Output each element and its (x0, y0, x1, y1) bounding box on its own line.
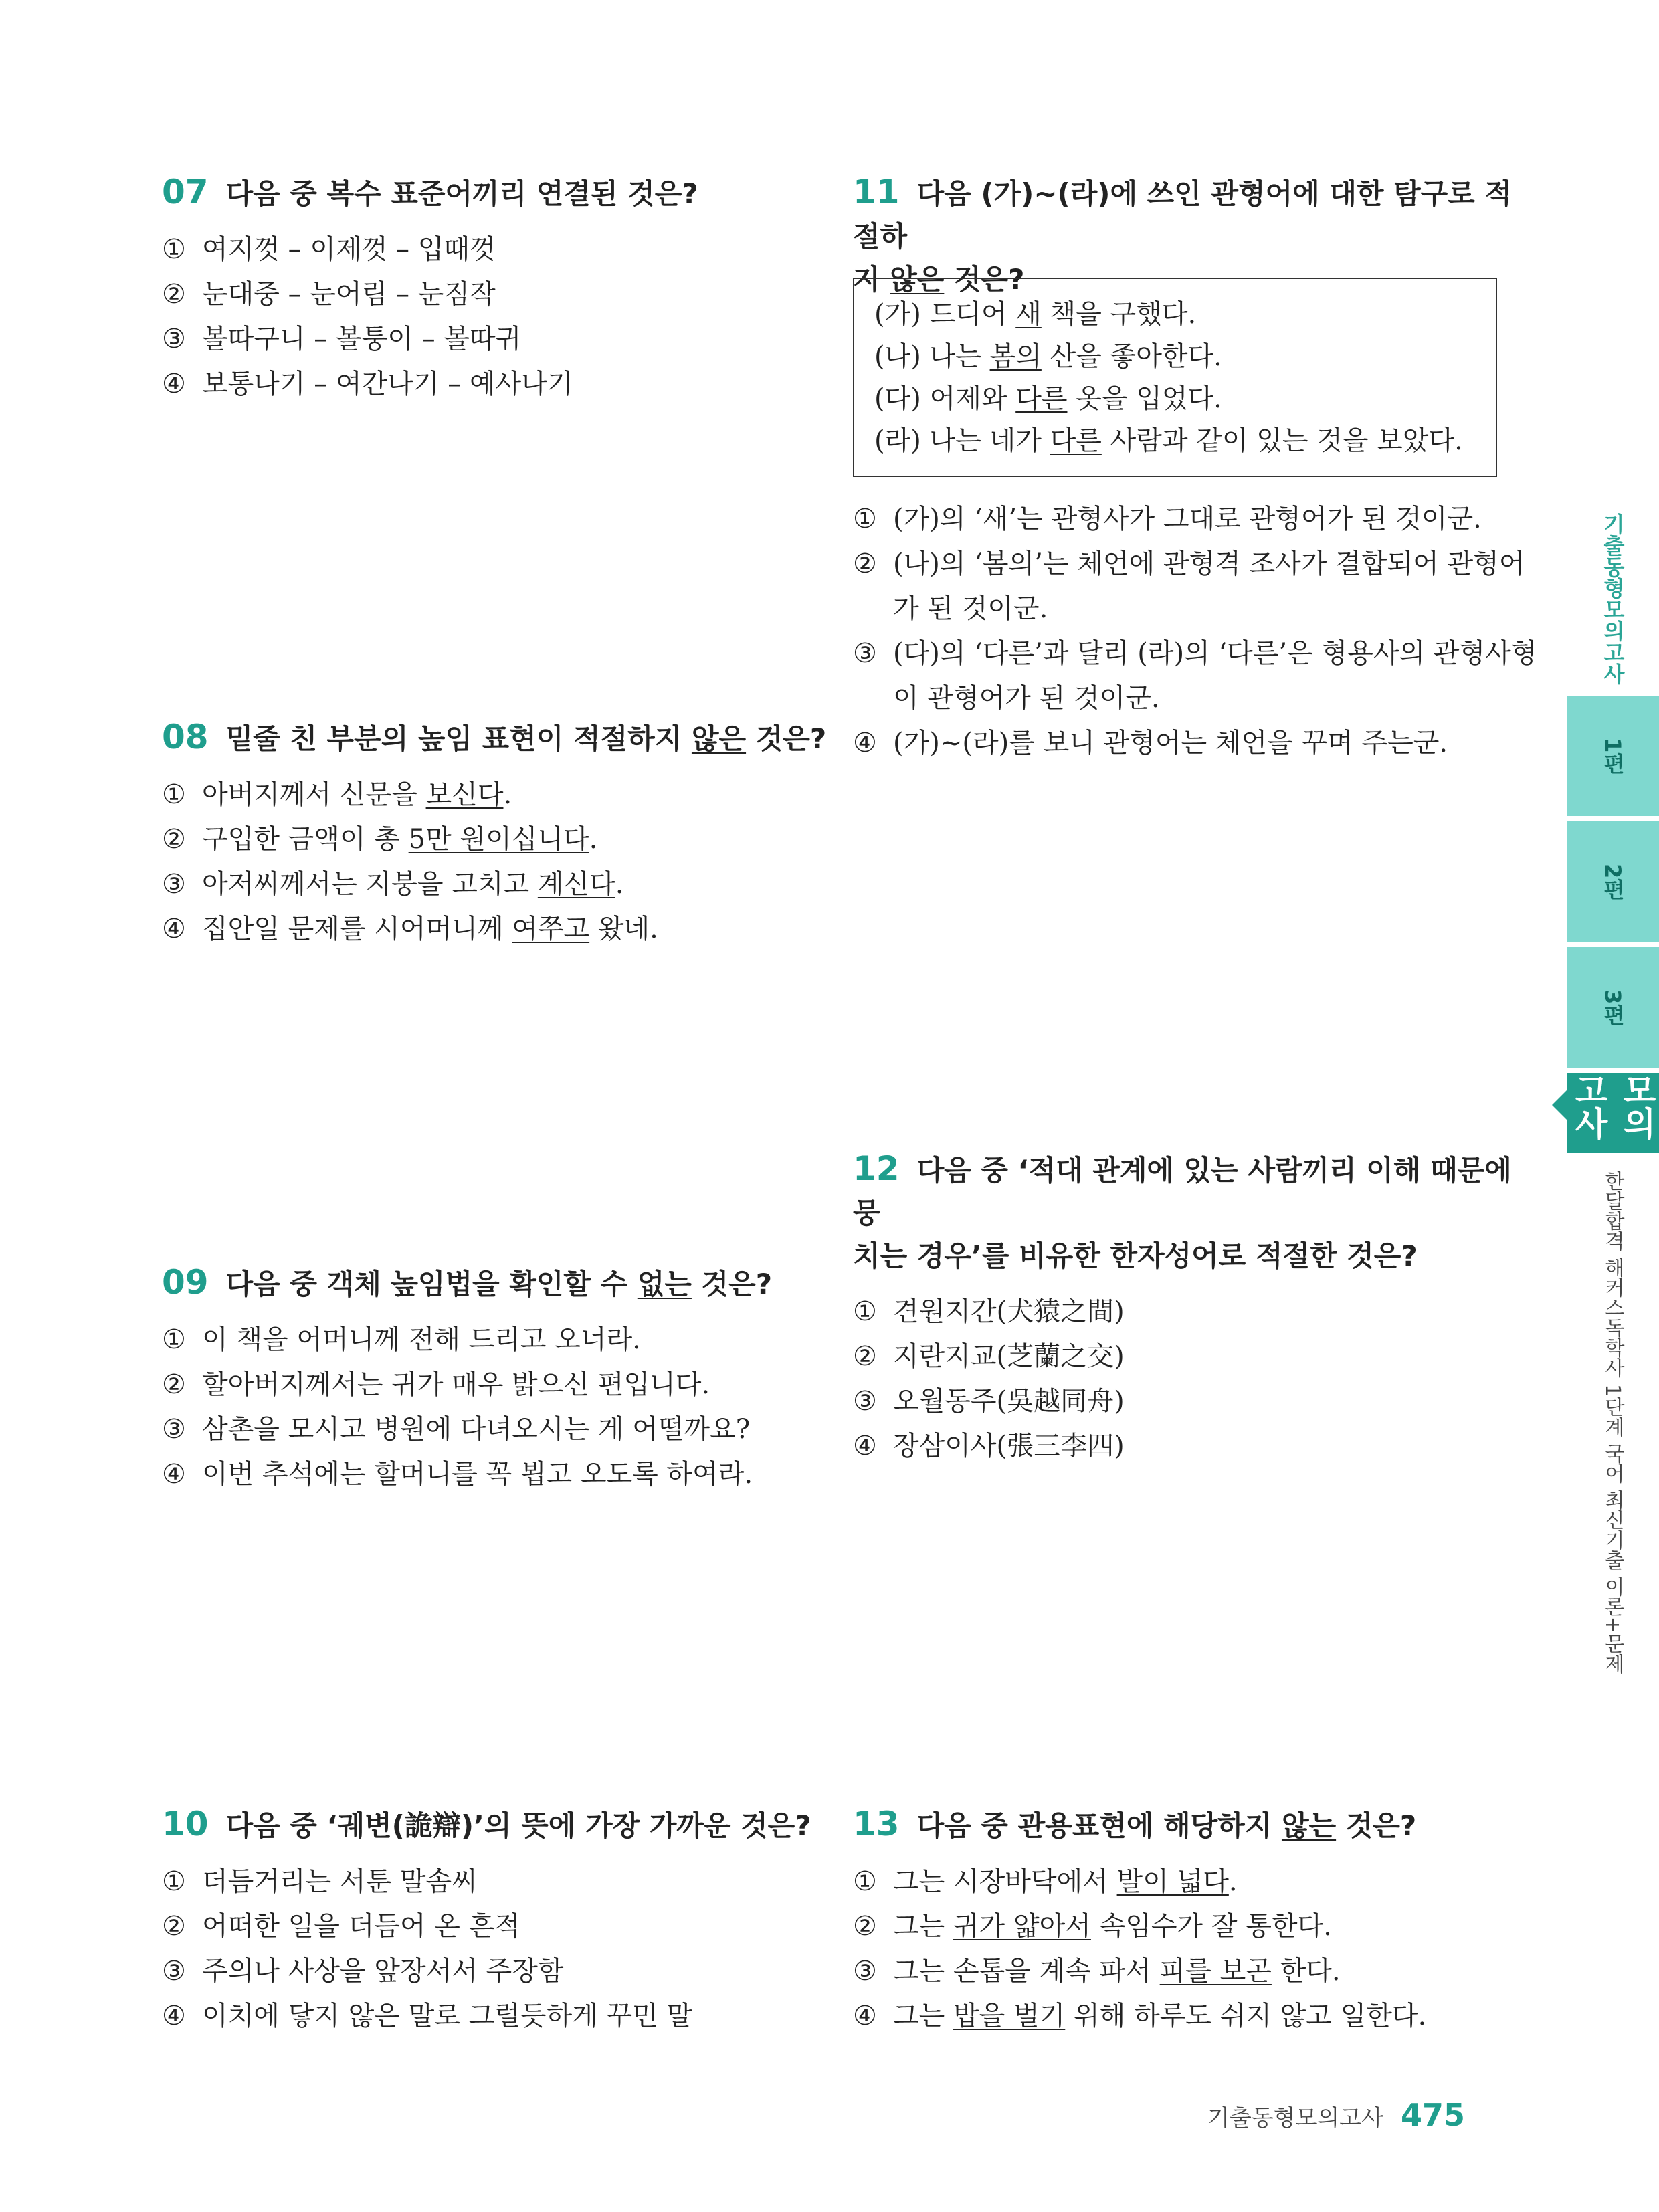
option: ④ 이치에 닿지 않은 말로 그럴듯하게 꾸민 말 (162, 2001, 693, 2031)
page-footer (1207, 2097, 1465, 2133)
option: ④ 이번 추석에는 할머니를 꼭 뵙고 오도록 하여라. (162, 1459, 753, 1490)
option: ① 그는 시장바닥에서 발이 넓다. (853, 1866, 1238, 1897)
option: ④ 그는 밥을 벌기 위해 하루도 쉬지 않고 일한다. (853, 2001, 1427, 2031)
question-09 (162, 1261, 831, 1497)
example-box (853, 278, 1497, 477)
option: ④ 보통나기 – 여간나기 – 예사나기 (162, 369, 573, 399)
option: ① (가)의 ‘새’는 관형사가 그대로 관형어가 된 것이군. (853, 504, 1482, 534)
option: ② 그는 귀가 얇아서 속임수가 잘 통한다. (853, 1911, 1332, 1942)
option: ② 구입한 금액이 총 5만 원이십니다. (162, 824, 598, 855)
option: ③ 삼촌을 모시고 병원에 다녀오시는 게 어떨까요? (162, 1414, 751, 1445)
question-12 (853, 1147, 1515, 1469)
option: ④ 집안일 문제를 시어머니께 여쭈고 왔네. (162, 914, 658, 944)
example-line: (다) 어제와 다른 옷을 입었다. (874, 383, 1222, 414)
option: ② 눈대중 – 눈어림 – 눈짐작 (162, 279, 496, 310)
option: ② 어떠한 일을 더듬어 온 흔적 (162, 1911, 520, 1942)
option: ③ 아저씨께서는 지붕을 고치고 계신다. (162, 869, 624, 900)
side-tab-mock[interactable]: 모의고사 (1567, 1073, 1659, 1153)
question-11-title: 11 다음 (가)~(라)에 쓰인 관형어에 대한 탐구로 적절하 지 않은 것은? (853, 173, 1512, 296)
question-10-title: 10 다음 중 ‘궤변(詭辯)’의 뜻에 가장 가까운 것은? (162, 1805, 811, 1843)
option-continuation: 이 관형어가 된 것이군. (893, 683, 1160, 714)
question-13-title: 13 다음 중 관용표현에 해당하지 않는 것은? (853, 1805, 1417, 1843)
option: ① 여지껏 – 이제껏 – 입때껏 (162, 234, 496, 265)
side-tab-part1[interactable]: 1편 (1567, 696, 1659, 816)
question-07 (162, 171, 831, 407)
option: ④ 장삼이사(張三李四) (853, 1431, 1125, 1462)
example-line: (나) 나는 봄의 산을 좋아한다. (874, 341, 1222, 372)
option: ③ 볼따구니 – 볼퉁이 – 볼따귀 (162, 324, 522, 355)
option: ② (나)의 ‘봄의’는 체언에 관형격 조사가 결합되어 관형어 (853, 548, 1525, 579)
option: ③ 주의나 사상을 앞장서서 주장함 (162, 1956, 564, 1987)
example-line: (가) 드디어 새 책을 구했다. (874, 299, 1197, 330)
question-07-title: 07 다음 중 복수 표준어끼리 연결된 것은? (162, 173, 698, 211)
question-13 (853, 1803, 1515, 2039)
side-book-title: 한달합격 해커스독학사 1단계 국어 최신기출 이론+문제 (1601, 1171, 1624, 1674)
side-tab-part2[interactable]: 2편 (1567, 821, 1659, 942)
option: ② 지란지교(芝蘭之交) (853, 1341, 1125, 1372)
option: ① 이 책을 어머니께 전해 드리고 오너라. (162, 1324, 641, 1355)
question-08 (162, 716, 831, 952)
question-10 (162, 1803, 831, 2039)
option: ① 견원지간(犬猿之間) (853, 1296, 1125, 1327)
example-line: (라) 나는 네가 다른 사람과 같이 있는 것을 보았다. (874, 425, 1463, 456)
option: ③ 오월동주(吳越同舟) (853, 1386, 1125, 1417)
option-continuation: 가 된 것이군. (893, 593, 1048, 624)
option: ④ (가)~(라)를 보니 관형어는 체언을 꾸며 주는군. (853, 728, 1448, 759)
question-11-options (853, 497, 1537, 766)
side-tab-section[interactable]: 기출동형모의고사 (1567, 508, 1659, 689)
option: ③ 그는 손톱을 계속 파서 피를 보곤 한다. (853, 1956, 1341, 1987)
page-number: 475 (1400, 2097, 1465, 2133)
option: ① 아버지께서 신문을 보신다. (162, 779, 512, 810)
question-09-title: 09 다음 중 객체 높임법을 확인할 수 없는 것은? (162, 1263, 773, 1302)
option: ③ (다)의 ‘다른’과 달리 (라)의 ‘다른’은 형용사의 관형사형 (853, 638, 1537, 669)
question-08-title: 08 밑줄 친 부분의 높임 표현이 적절하지 않은 것은? (162, 718, 827, 757)
option: ① 더듬거리는 서툰 말솜씨 (162, 1866, 478, 1897)
footer-label: 기출동형모의고사 (1207, 2105, 1383, 2132)
side-tab-part3[interactable]: 3편 (1567, 947, 1659, 1068)
option: ② 할아버지께서는 귀가 매우 밝으신 편입니다. (162, 1369, 710, 1400)
question-12-title: 12 다음 중 ‘적대 관계에 있는 사람끼리 이해 때문에 뭉 치는 경우’를 비유한 한자성어로 적절한 것은? (853, 1149, 1512, 1272)
